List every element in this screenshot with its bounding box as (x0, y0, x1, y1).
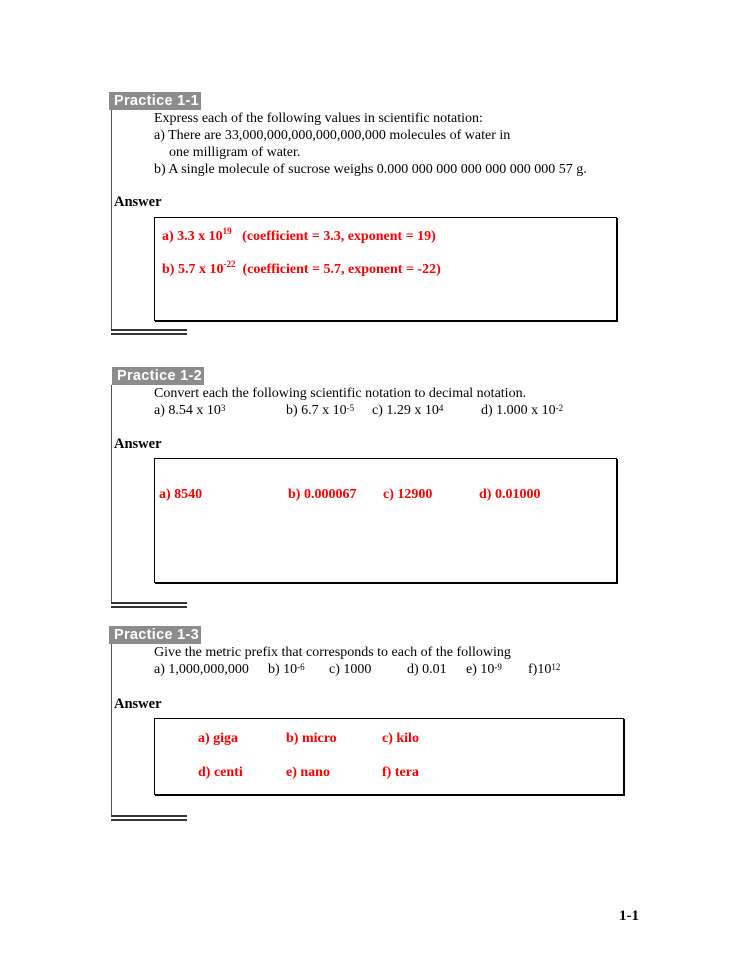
page-number: 1-1 (619, 908, 639, 924)
question-e: e) $10^{-9}$ (466, 662, 502, 677)
question-text: Convert each the following scientific notation to decimal notation. (154, 386, 527, 401)
answer-b: b) 5.7 x $10^{-22}$ (coefficient = 5.7, exponent = -22) (162, 259, 441, 277)
answer-c: c) kilo (382, 731, 419, 746)
practice-1-2-label: Practice 1-2 (112, 367, 204, 385)
answer-label: Answer (114, 436, 162, 452)
answer-d: d) centi (198, 765, 243, 780)
question-d: d) 0.01 (407, 662, 447, 677)
practice-1-1-label: Practice 1-1 (109, 92, 201, 110)
answer-b: b) micro (286, 731, 337, 746)
question-text: Express each of the following values in scientific notation: (154, 111, 483, 126)
answer-f: f) tera (382, 765, 419, 780)
section-rule (111, 385, 112, 604)
question-d: d) 1.000 x $10^{-2}$ (481, 403, 564, 418)
question-a: a) 8.54 x $10^3$ (154, 403, 226, 418)
answer-d: d) 0.01000 (479, 487, 541, 502)
practice-1-3-label: Practice 1-3 (109, 626, 201, 644)
question-text: Give the metric prefix that corresponds to each of the following (154, 645, 511, 660)
question-b: b) 6.7 x $10^{-5}$ (286, 403, 355, 418)
answer-b: b) 0.000067 (288, 487, 357, 502)
answer-a: a) 3.3 x $10^{19}$ (coefficient = 3.3, exponent = 19) (162, 226, 436, 244)
question-a: a) 1,000,000,000 (154, 662, 249, 677)
question-text: b) A single molecule of sucrose weighs 0.000 000 000 000 000 000 000 57 g. (154, 162, 587, 177)
answer-label: Answer (114, 696, 162, 712)
question-c: c) 1.29 x $10^4$ (372, 403, 444, 418)
question-b: b) $10^{-6}$ (268, 662, 305, 677)
answer-e: e) nano (286, 765, 330, 780)
answer-label: Answer (114, 194, 162, 210)
section-end-rule (111, 329, 187, 335)
section-rule (111, 644, 112, 815)
question-f: $f)10^{12}$ (528, 662, 561, 677)
section-rule (111, 110, 112, 329)
question-c: c) 1000 (329, 662, 372, 677)
question-text: one milligram of water. (169, 145, 301, 160)
answer-a: a) 8540 (159, 487, 203, 502)
answer-box (154, 718, 624, 795)
answer-c: c) 12900 (383, 487, 433, 502)
answer-box (154, 217, 617, 321)
answer-box (154, 458, 617, 583)
question-text: a) There are 33,000,000,000,000,000,000 molecules of water in (154, 128, 511, 143)
section-end-rule (111, 602, 187, 608)
answer-a: a) giga (198, 731, 239, 746)
section-end-rule (111, 815, 187, 821)
